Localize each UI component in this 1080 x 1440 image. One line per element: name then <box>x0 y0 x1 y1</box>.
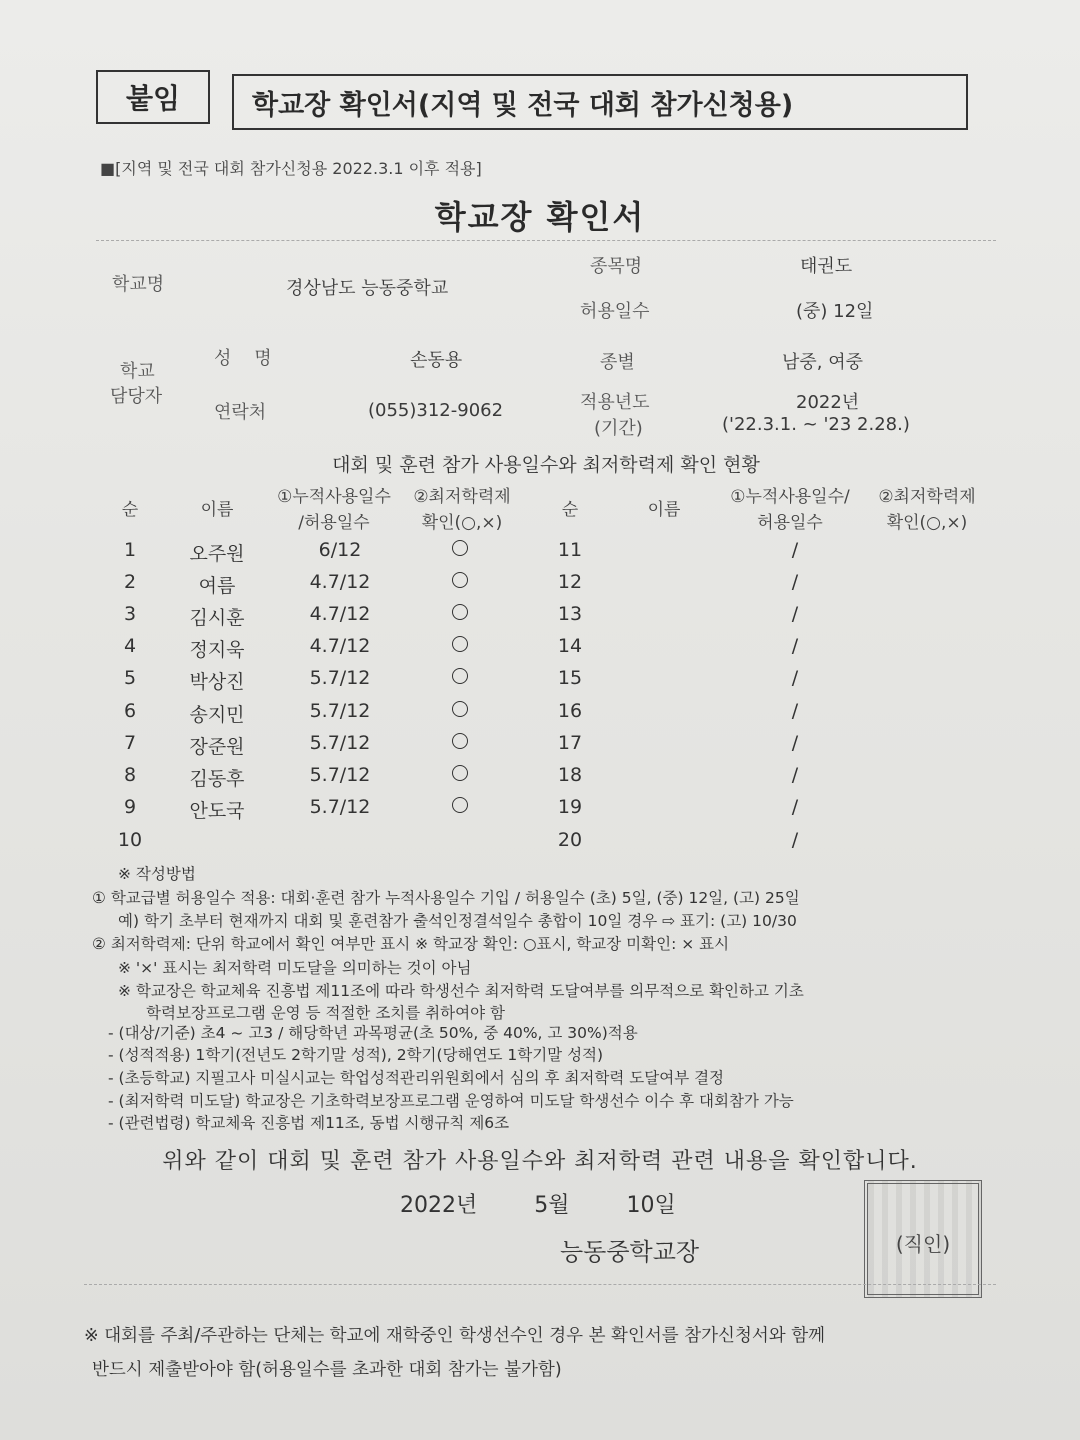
circle-check-icon <box>452 540 468 556</box>
row-check <box>420 700 500 722</box>
th-check-1: ②최저학력제 <box>413 487 511 507</box>
note-heading: ※ 작성방법 <box>118 865 196 883</box>
row-days: 6/12 <box>318 539 362 561</box>
th-days-right-2: 허용일수 <box>757 513 823 533</box>
confirmation-statement: 위와 같이 대회 및 훈련 참가 사용일수와 최저학력 관련 내용을 확인합니다. <box>162 1149 918 1174</box>
table-row <box>100 732 1000 764</box>
document-title-box: 학교장 확인서(지역 및 전국 대회 참가신청용) <box>232 74 968 130</box>
divider <box>84 1284 996 1285</box>
circle-check-icon <box>452 668 468 684</box>
row-name: 정지욱 <box>189 639 245 661</box>
row-name: 여름 <box>198 575 236 597</box>
row-no: 9 <box>123 796 137 818</box>
th-check-right-1: ②최저학력제 <box>878 487 976 507</box>
row-days-right: / <box>791 829 799 851</box>
gender-value: 남중, 여중 <box>782 352 863 373</box>
row-days-right: / <box>791 635 799 657</box>
divider <box>96 240 996 241</box>
row-no-right: 18 <box>557 764 583 786</box>
note-item: 예) 학기 초부터 현재까지 대회 및 훈련참가 출석인정결석일수 총합이 10일 경우 ⇨ 표기: (고) 10/30 <box>118 912 797 930</box>
school-value: 경상남도 능동중학교 <box>286 278 449 299</box>
row-no: 6 <box>123 700 137 722</box>
row-days: 5.7/12 <box>309 764 371 786</box>
row-days-right: / <box>791 764 799 786</box>
date-year: 2022년 <box>400 1193 478 1218</box>
row-name: 송지민 <box>189 704 245 726</box>
sport-label: 종목명 <box>590 256 643 277</box>
table-row <box>100 603 1000 635</box>
row-check <box>420 667 500 689</box>
row-name: 박상진 <box>189 671 245 693</box>
days-value: (중) 12일 <box>796 301 874 322</box>
row-days: 5.7/12 <box>309 700 371 722</box>
row-days-right: / <box>791 732 799 754</box>
row-name: 오주원 <box>189 543 245 565</box>
row-no-right: 12 <box>557 571 583 593</box>
th-days-right-1: ①누적사용일수/ <box>730 487 850 507</box>
circle-check-icon <box>452 572 468 588</box>
school-label: 학교명 <box>112 274 165 295</box>
table-row <box>100 829 1000 861</box>
circle-check-icon <box>452 604 468 620</box>
row-name: 안도국 <box>189 800 245 822</box>
manager-label-2: 담당자 <box>110 386 163 407</box>
row-check <box>420 732 500 754</box>
row-days: 5.7/12 <box>309 667 371 689</box>
note-item: ② 최저학력제: 단위 학교에서 확인 여부만 표시 ※ 학교장 확인: ○표시, 학교장 미확인: × 표시 <box>92 935 730 953</box>
manager-label-1: 학교 <box>120 361 155 382</box>
row-no-right: 15 <box>557 667 583 689</box>
row-days: 4.7/12 <box>309 635 371 657</box>
row-check <box>420 571 500 593</box>
row-no-right: 19 <box>557 796 583 818</box>
row-check <box>420 796 500 818</box>
row-check <box>420 764 500 786</box>
row-check <box>420 539 500 561</box>
note-item: - (초등학교) 지필고사 미실시교는 학업성적관리위원회에서 심의 후 최저학력 도달여부 결정 <box>108 1069 725 1087</box>
contact-label: 연락처 <box>214 402 267 423</box>
row-name: 김시훈 <box>189 607 245 629</box>
circle-check-icon <box>452 733 468 749</box>
row-no: 10 <box>117 829 143 851</box>
attachment-tag: 붙임 <box>96 70 210 124</box>
circle-check-icon <box>452 636 468 652</box>
note-item: - (최저학력 미도달) 학교장은 기초학력보장프로그램 운영하여 미도달 학생선수 이수 후 대회참가 가능 <box>108 1092 794 1110</box>
row-days-right: / <box>791 571 799 593</box>
section-title: 대회 및 훈련 참가 사용일수와 최저학력제 확인 현황 <box>332 454 760 476</box>
page-title: 학교장 확인서 <box>434 198 646 236</box>
gender-label: 종별 <box>600 352 635 373</box>
note-item: ① 학교급별 허용일수 적용: 대회·훈련 참가 누적사용일수 기입 / 허용일수 (초) 5일, (중) 12일, (고) 25일 <box>92 889 800 907</box>
table-row <box>100 667 1000 699</box>
year-value: 2022년 <box>796 392 860 413</box>
row-check <box>420 635 500 657</box>
row-no: 8 <box>123 764 137 786</box>
row-no-right: 14 <box>557 635 583 657</box>
days-label: 허용일수 <box>580 301 650 322</box>
row-no-right: 13 <box>557 603 583 625</box>
footer-note-1: ※ 대회를 주최/주관하는 단체는 학교에 재학중인 학생선수인 경우 본 확인서를 참가신청서와 함께 <box>84 1326 826 1346</box>
year-label-1: 적용년도 <box>580 392 650 413</box>
row-no: 7 <box>123 732 137 754</box>
footer-note-2: 반드시 제출받아야 함(허용일수를 초과한 대회 참가는 불가함) <box>92 1360 562 1380</box>
sport-value: 태권도 <box>800 256 853 277</box>
issue-date <box>400 1188 726 1219</box>
name-value: 손동용 <box>410 350 463 371</box>
note-item: 학력보장프로그램 운영 등 적절한 조치를 취하여야 함 <box>146 1004 505 1022</box>
period-value: ('22.3.1. ~ '23 2.28.) <box>722 414 910 435</box>
row-days-right: / <box>791 667 799 689</box>
applicability-note: ■[지역 및 전국 대회 참가신청용 2022.3.1 이후 적용] <box>100 159 482 178</box>
table-row <box>100 764 1000 796</box>
row-days: 5.7/12 <box>309 796 371 818</box>
year-label-2: (기간) <box>594 418 643 439</box>
row-no-right: 11 <box>557 539 583 561</box>
circle-check-icon <box>452 701 468 717</box>
th-days-1: ①누적사용일수 <box>277 487 391 507</box>
row-check <box>420 603 500 625</box>
row-no: 2 <box>123 571 137 593</box>
row-no-right: 16 <box>557 700 583 722</box>
th-name: 이름 <box>200 500 234 520</box>
row-name: 장준원 <box>189 736 245 758</box>
row-days-right: / <box>791 700 799 722</box>
row-days: 4.7/12 <box>309 571 371 593</box>
row-days-right: / <box>791 539 799 561</box>
date-month: 5월 <box>534 1193 570 1218</box>
table-row <box>100 539 1000 571</box>
note-item: - (성적적용) 1학기(전년도 2학기말 성적), 2학기(당해연도 1학기말 성적) <box>108 1046 604 1064</box>
date-day: 10일 <box>626 1193 676 1218</box>
table-row <box>100 700 1000 732</box>
circle-check-icon <box>452 797 468 813</box>
th-check-2: 확인(○,×) <box>421 513 503 533</box>
signer-name: 능동중학교장 <box>560 1238 700 1266</box>
seal-label: (직인) <box>895 1232 951 1256</box>
table-row <box>100 635 1000 667</box>
note-item: - (대상/기준) 초4 ~ 고3 / 해당학년 과목평균(초 50%, 중 40%, 고 30%)적용 <box>108 1024 638 1042</box>
row-days-right: / <box>791 603 799 625</box>
th-days-2: /허용일수 <box>298 513 370 533</box>
row-no: 4 <box>123 635 137 657</box>
official-seal-icon <box>864 1180 982 1298</box>
table-row <box>100 796 1000 828</box>
row-no: 5 <box>123 667 137 689</box>
row-no: 3 <box>123 603 137 625</box>
note-item: ※ 학교장은 학교체육 진흥법 제11조에 따라 학생선수 최저학력 도달여부를 의무적으로 확인하고 기초 <box>118 982 804 1000</box>
row-no: 1 <box>123 539 137 561</box>
note-item: - (관련법령) 학교체육 진흥법 제11조, 동법 시행규칙 제6조 <box>108 1114 510 1132</box>
th-no: 순 <box>121 500 139 520</box>
row-days-right: / <box>791 796 799 818</box>
table-row <box>100 571 1000 603</box>
row-no-right: 17 <box>557 732 583 754</box>
row-days: 4.7/12 <box>309 603 371 625</box>
name-label: 성 명 <box>214 348 272 369</box>
note-item: ※ '×' 표시는 최저학력 미도달을 의미하는 것이 아님 <box>118 959 472 977</box>
row-days: 5.7/12 <box>309 732 371 754</box>
row-no-right: 20 <box>557 829 583 851</box>
th-name-right: 이름 <box>647 500 681 520</box>
contact-value: (055)312-9062 <box>368 400 504 421</box>
circle-check-icon <box>452 765 468 781</box>
row-name: 김동후 <box>189 768 245 790</box>
th-no-right: 순 <box>561 500 579 520</box>
th-check-right-2: 확인(○,×) <box>886 513 968 533</box>
